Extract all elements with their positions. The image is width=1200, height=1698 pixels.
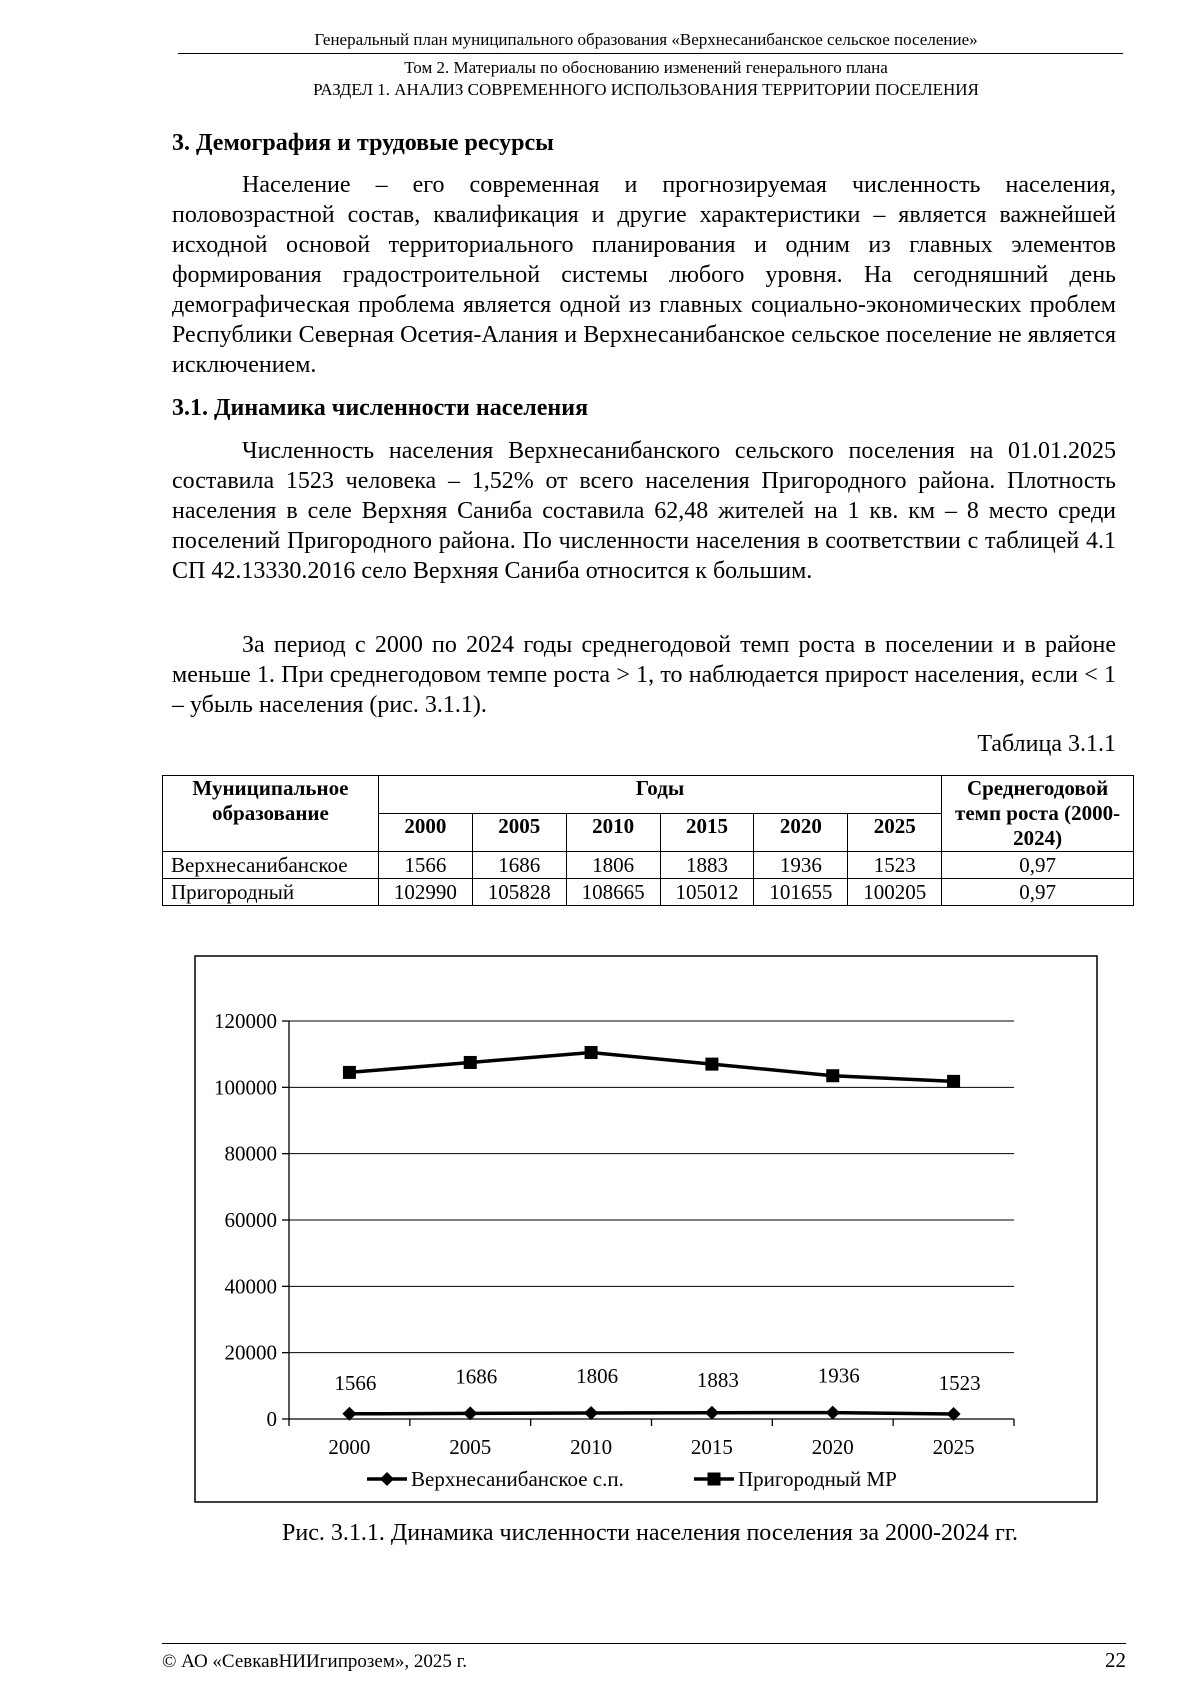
figure-caption: Рис. 3.1.1. Динамика численности населения поселения за 2000-2024 гг. (282, 1520, 1018, 1546)
x-tick-label: 2000 (328, 1435, 371, 1459)
table-caption: Таблица 3.1.1 (977, 731, 1116, 757)
year-header: 2015 (660, 814, 754, 852)
paragraph-demography: Население – его современная и прогнозируемая численность населения, половозрастной состав, квалификация и другие характеристики – является важнейшей исходной основой территориального планирования и одним из главных элементов формирования градостроительной системы любого уровня. На сегодняшний день демографическая проблема является одной из главных социально-экономических проблем Республики Северная Осетия-Алания и Верхнесанибанское сельское поселение не является исключением. (172, 172, 1116, 378)
table-cell: 105012 (660, 879, 754, 906)
legend-entry: Пригородный МР (738, 1467, 897, 1491)
rate-cell: 0,97 (942, 852, 1134, 879)
paragraph-growth-rate: За период с 2000 по 2024 годы среднегодовой темп роста в поселении и в районе меньше 1. При среднегодовом темпе роста > 1, то наблюдается прирост населения, если < 1 – убыль населения (рис. 3.1.1). (172, 632, 1116, 718)
x-tick-label: 2005 (449, 1435, 492, 1459)
square-marker (464, 1056, 477, 1069)
x-tick-label: 2010 (570, 1435, 613, 1459)
header-divider (178, 53, 1123, 54)
series-line (349, 1413, 953, 1414)
year-header: 2020 (754, 814, 848, 852)
data-label: 1883 (696, 1367, 739, 1392)
footer-divider (162, 1643, 1126, 1644)
table-cell: 101655 (754, 879, 848, 906)
table-cell: 1936 (754, 852, 848, 879)
square-marker (705, 1058, 718, 1071)
square-marker (585, 1046, 598, 1059)
section-heading-population-dynamics: 3.1. Динамика численности населения (172, 395, 589, 421)
page-number: 22 (1105, 1648, 1126, 1672)
legend-entry: Верхнесанибанское с.п. (411, 1467, 624, 1491)
data-label: 1523 (938, 1370, 981, 1395)
y-tick-label: 0 (266, 1407, 277, 1431)
table-row (163, 852, 1134, 879)
y-tick-label: 20000 (224, 1340, 277, 1365)
table-cell: 1566 (378, 852, 472, 879)
population-chart (194, 955, 1098, 1503)
table-cell: 102990 (378, 879, 472, 906)
table-header-row (163, 776, 1134, 814)
table-cell: 1883 (660, 852, 754, 879)
header-section: РАЗДЕЛ 1. АНАЛИЗ СОВРЕМЕННОГО ИСПОЛЬЗОВАНИЯ ТЕРРИТОРИИ ПОСЕЛЕНИЯ (313, 80, 979, 99)
table-cell: 100205 (848, 879, 942, 906)
table-cell: 108665 (566, 879, 660, 906)
square-marker (708, 1473, 721, 1486)
y-tick-label: 80000 (224, 1141, 277, 1166)
data-label: 1936 (817, 1363, 860, 1388)
table-row (163, 879, 1134, 906)
row-name: Пригородный (163, 879, 379, 906)
year-header: 2000 (378, 814, 472, 852)
header-growth-rate: Среднегодовой темп роста (2000-2024) (942, 776, 1134, 852)
row-name: Верхнесанибанское (163, 852, 379, 879)
y-tick-label: 100000 (214, 1075, 277, 1100)
section-heading-demography: 3. Демография и трудовые ресурсы (172, 130, 554, 156)
header-volume: Том 2. Материалы по обоснованию изменений генерального плана (404, 58, 888, 77)
population-table (162, 775, 1134, 906)
x-tick-label: 2025 (932, 1435, 975, 1459)
y-tick-label: 60000 (224, 1208, 277, 1232)
header-municipality: Муниципальное образование (163, 776, 379, 852)
y-tick-label: 40000 (224, 1274, 277, 1299)
chart-frame (195, 956, 1097, 1502)
x-tick-label: 2015 (690, 1435, 733, 1459)
header-title: Генеральный план муниципального образования «Верхнесанибанское сельское поселение» (314, 30, 978, 49)
year-header: 2025 (848, 814, 942, 852)
y-tick-label: 120000 (214, 1009, 277, 1033)
year-header: 2005 (472, 814, 566, 852)
table-cell: 1523 (848, 852, 942, 879)
square-marker (826, 1069, 839, 1082)
x-tick-label: 2020 (811, 1435, 854, 1459)
table-cell: 1806 (566, 852, 660, 879)
rate-cell: 0,97 (942, 879, 1134, 906)
data-label: 1806 (576, 1364, 619, 1389)
header-years: Годы (378, 776, 941, 814)
paragraph-population: Численность населения Верхнесанибанского сельского поселения на 01.01.2025 составила 1523 человека – 1,52% от всего населения Пригородного района. Плотность населения в селе Верхняя Саниба составила 62,48 жителей на 1 кв. км – 8 место среди поселений Пригородного района. По численности населения в соответствии с таблицей 4.1 СП 42.13330.2016 село Верхняя Саниба относится к большим. (172, 438, 1116, 584)
table-cell: 1686 (472, 852, 566, 879)
data-label: 1566 (334, 1370, 377, 1395)
year-header: 2010 (566, 814, 660, 852)
footer-copyright: © АО «СевкавНИИгипрозем», 2025 г. (162, 1651, 467, 1672)
table-cell: 105828 (472, 879, 566, 906)
data-label: 1686 (455, 1364, 498, 1389)
square-marker (947, 1075, 960, 1088)
square-marker (343, 1066, 356, 1079)
